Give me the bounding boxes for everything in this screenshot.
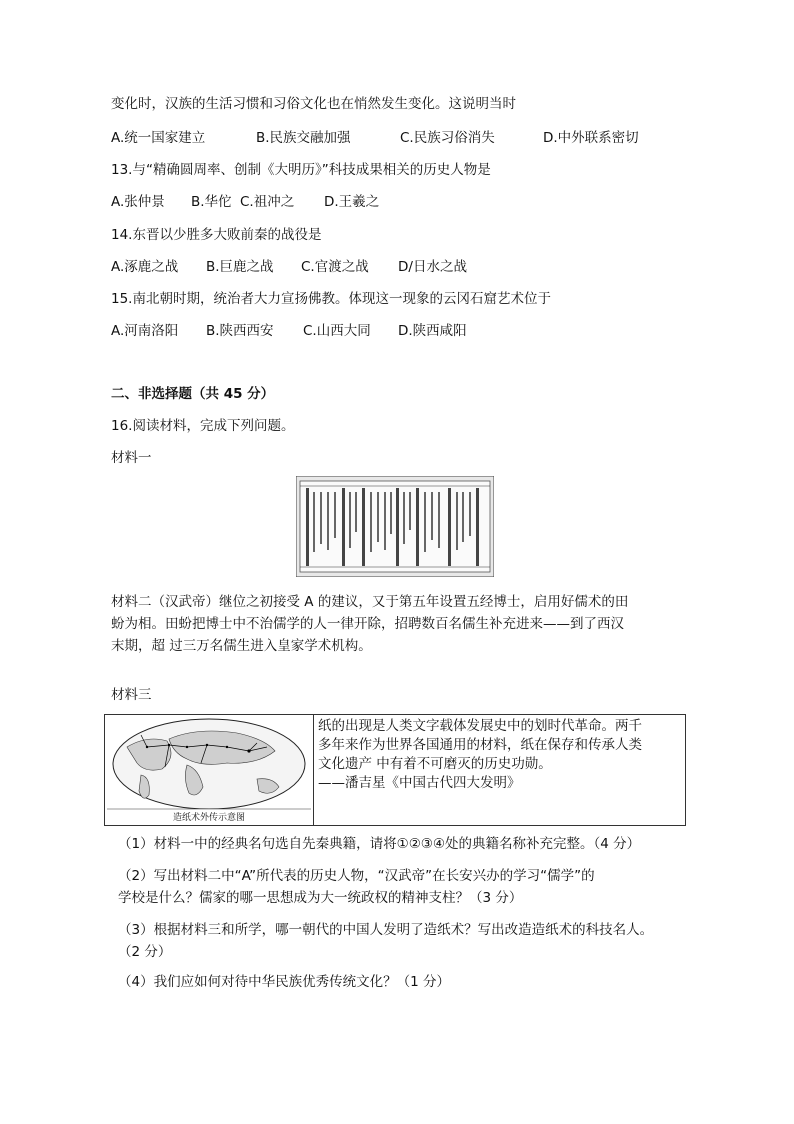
material-3-text — [318, 717, 682, 793]
q15-option-d: D.陕西咸阳 — [398, 323, 467, 339]
sub-question-3-line-1: （3）根据材料三和所学，哪一朝代的中国人发明了造纸术？写出改造造纸术的科技名人。 — [118, 922, 654, 938]
q12-option-a: A.统一国家建立 — [111, 130, 206, 146]
material-3-text-line-3: 文化遗产 中有着不可磨灭的历史功勋。 — [318, 756, 552, 772]
q12-stem-tail: 变化时，汉族的生活习惯和习俗文化也在悄然发生变化。这说明当时 — [111, 96, 516, 112]
q13-option-b: B.华佗 — [191, 194, 232, 210]
q15-option-c: C.山西大同 — [303, 323, 371, 339]
q16-stem: 16.阅读材料，完成下列问题。 — [111, 418, 295, 434]
q14-option-c: C.官渡之战 — [301, 259, 369, 275]
q14-option-d: D/日水之战 — [398, 259, 467, 275]
material-2-line-2: 蚡为相。田蚡把博士中不治儒学的人一律开除，招聘数百名儒生补充进来——到了西汉 — [111, 616, 624, 632]
bamboo-slips-image — [296, 476, 494, 577]
material-3-text-line-2: 多年来作为世界各国通用的材料，纸在保存和传承人类 — [318, 737, 642, 753]
sub-question-2-line-2: 学校是什么？儒家的哪一思想成为大一统政权的精神支柱？（3 分） — [118, 890, 523, 906]
section-heading: 二、非选择题（共 45 分） — [111, 386, 275, 402]
sub-question-1: （1）材料一中的经典名句选自先秦典籍，请将①②③④处的典籍名称补充完整。（4 分） — [118, 836, 641, 852]
q14-option-a: A.涿鹿之战 — [111, 259, 179, 275]
q14-option-b: B.巨鹿之战 — [206, 259, 274, 275]
map-caption: 造纸术外传示意图 — [172, 813, 246, 823]
material-2-line-1: 材料二（汉武帝）继位之初接受 A 的建议，又于第五年设置五经博士，启用好儒术的田 — [111, 594, 629, 610]
world-map-image — [107, 717, 311, 823]
material-3-source: ——潘吉星《中国古代四大发明》 — [318, 775, 521, 791]
material-3-table — [104, 714, 686, 826]
q13-option-d: D.王羲之 — [324, 194, 380, 210]
material-1-label: 材料一 — [111, 450, 152, 466]
q15-stem: 15.南北朝时期，统治者大力宣扬佛教。体现这一现象的云冈石窟艺术位于 — [111, 291, 551, 307]
q12-option-d: D.中外联系密切 — [543, 130, 639, 146]
material-2-line-3: 末期，超 过三万名儒生进入皇家学术机构。 — [111, 638, 372, 654]
papermaking-map — [107, 717, 311, 823]
q15-option-a: A.河南洛阳 — [111, 323, 179, 339]
q13-option-a: A.张仲景 — [111, 194, 165, 210]
q13-option-c: C.祖冲之 — [240, 194, 295, 210]
q12-option-c: C.民族习俗消失 — [400, 130, 495, 146]
material-3-text-line-1: 纸的出现是人类文字载体发展史中的划时代革命。两千 — [318, 718, 642, 734]
sub-question-2-line-1: （2）写出材料二中“A”所代表的历史人物，“汉武帝”在长安兴办的学习“儒学”的 — [118, 868, 595, 884]
q12-option-b: B.民族交融加强 — [256, 130, 351, 146]
table-divider — [313, 715, 314, 825]
q13-stem: 13.与“精确圆周率、创制《大明历》”科技成果相关的历史人物是 — [111, 162, 491, 178]
q15-option-b: B.陕西西安 — [206, 323, 274, 339]
sub-question-3-line-2: （2 分） — [118, 944, 172, 960]
sub-question-4: （4）我们应如何对待中华民族优秀传统文化？（1 分） — [118, 974, 450, 990]
material-3-label: 材料三 — [111, 687, 152, 703]
q14-stem: 14.东晋以少胜多大败前秦的战役是 — [111, 227, 322, 243]
